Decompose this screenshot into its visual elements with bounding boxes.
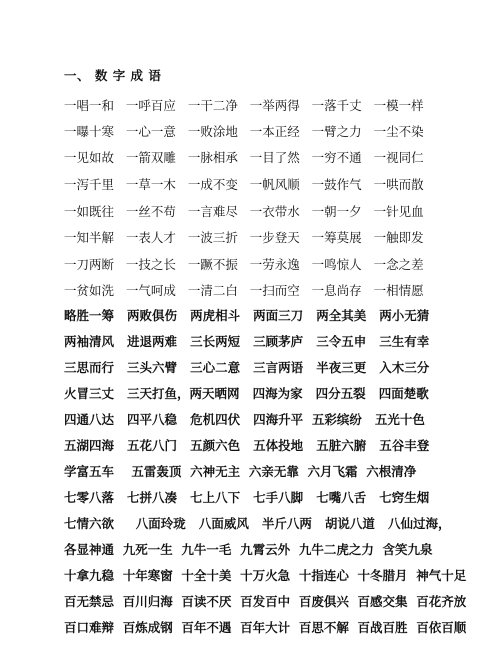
idiom-line: 各显神通 九死一生 九牛一毛 九霄云外 九牛二虎之力 含笑九泉 <box>64 542 433 557</box>
section-heading: 一、 数 字 成 语 <box>64 68 162 83</box>
idiom-line: 百口难辩 百炼成钢 百年不遇 百年大计 百思不解 百战百胜 百依百顺 <box>64 620 467 635</box>
idiom-line: 一如既往 一丝不苟 一言难尽 一衣带水 一朝一夕 一针见血 <box>64 204 424 219</box>
idiom-line: 一见如故 一箭双雕 一脉相承 一目了然 一穷不通 一视同仁 <box>64 150 424 165</box>
idiom-line: 十拿九稳 十年寒窗 十全十美 十万火急 十指连心 十冬腊月 神气十足 <box>64 568 467 583</box>
idiom-line: 一刀两断 一技之长 一蹶不振 一劳永逸 一鸣惊人 一念之差 <box>64 257 424 272</box>
idiom-line: 七零八落 七拼八凑 七上八下 七手八脚 七嘴八舌 七窍生烟 <box>64 490 430 505</box>
idiom-line: 三思而行 三头六臂 三心二意 三言两语 半夜三更 入木三分 <box>64 360 430 375</box>
idiom-line: 一曝十寒 一心一意 一败涂地 一本正经 一臂之力 一尘不染 <box>64 124 424 139</box>
idiom-line: 一贫如洗 一气呵成 一清二白 一扫而空 一息尚存 一相情愿 <box>64 283 424 298</box>
idiom-line: 百无禁忌 百川归海 百读不厌 百发百中 百废俱兴 百感交集 百花齐放 <box>64 594 467 609</box>
idiom-line: 火冒三丈 三天打鱼，两天晒网 四海为家 四分五裂 四面楚歌 <box>64 386 429 401</box>
idiom-line: 两袖清风 进退两难 三长两短 三顾茅庐 三令五申 三生有幸 <box>64 334 430 349</box>
idiom-line: 一唱一和 一呼百应 一干二净 一举两得 一落千丈 一模一样 <box>64 98 424 113</box>
idiom-line: 一知半解 一表人才 一波三折 一步登天 一筹莫展 一触即发 <box>64 230 424 245</box>
idiom-line: 七情六欲 八面玲珑 八面威风 半斤八两 胡说八道 八仙过海， <box>64 516 451 531</box>
idiom-line: 五湖四海 五花八门 五颜六色 五体投地 五脏六腑 五谷丰登 <box>64 438 430 453</box>
idiom-line: 一泻千里 一草一木 一成不变 一帆风顺 一鼓作气 一哄而散 <box>64 177 424 192</box>
idiom-line: 四通八达 四平八稳 危机四伏 四海升平 五彩缤纷 五光十色 <box>64 412 425 427</box>
idiom-line: 略胜一筹 两败俱伤 两虎相斗 两面三刀 两全其美 两小无猜 <box>64 308 430 323</box>
idiom-line: 学富五车 五雷轰顶 六神无主 六亲无靠 六月飞霜 六根清净 <box>64 464 417 479</box>
